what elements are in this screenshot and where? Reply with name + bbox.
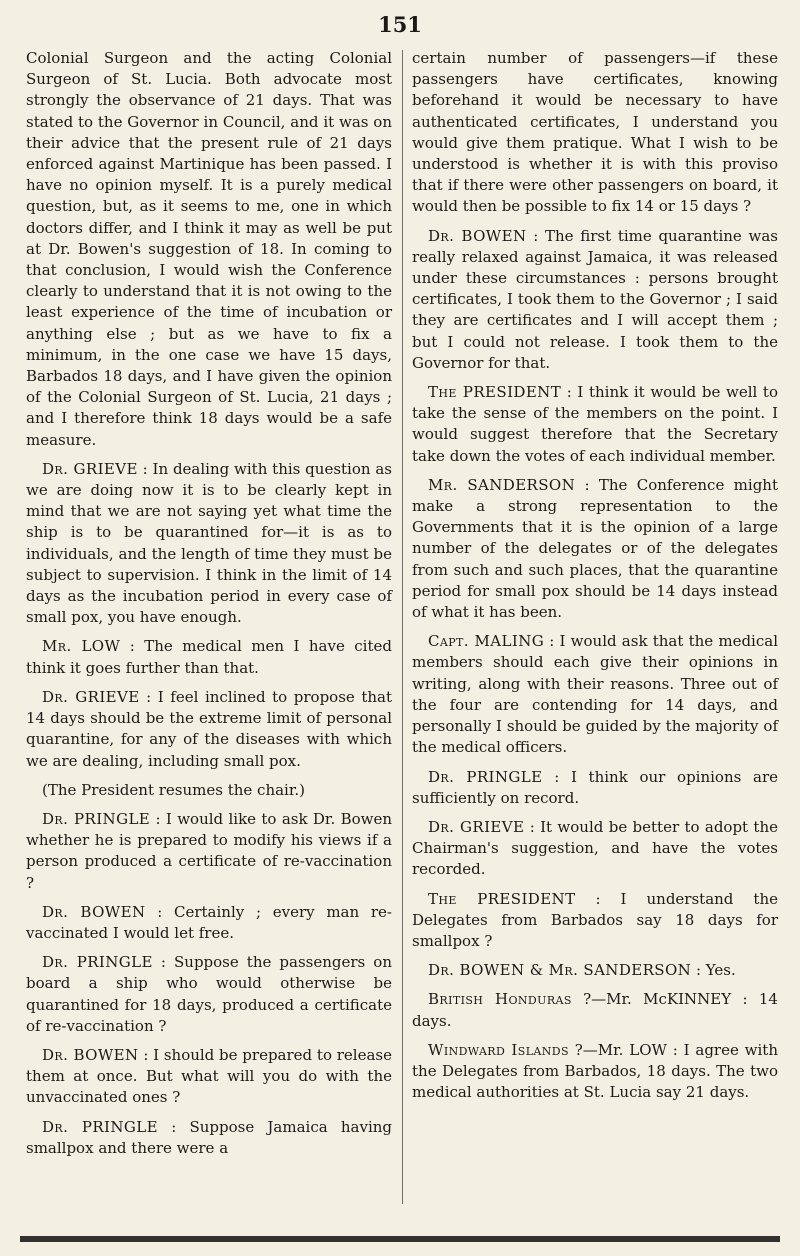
speaker: Windward Islands	[428, 1040, 569, 1059]
speaker: Dr. PRINGLE	[42, 809, 151, 828]
speaker: Dr. GRIEVE	[428, 817, 525, 836]
speaker: Dr. BOWEN	[42, 902, 146, 921]
speech: : Yes.	[691, 961, 736, 980]
stage-direction: (The President resumes the chair.)	[42, 780, 305, 799]
paragraph	[26, 1117, 392, 1159]
paragraph	[26, 809, 392, 894]
speech: : I think it would be well to take the sense of the members on the point. I would suggest therefore that the Secretary take down the votes of each individual member.	[412, 383, 778, 465]
speaker: Dr. PRINGLE	[428, 767, 543, 786]
right-column	[412, 48, 778, 1224]
speech: : The medical men I have cited think it goes further than that.	[26, 637, 392, 677]
speech: : Certainly ; every man re-vaccinated I would let free.	[26, 902, 392, 942]
speech: : I understand the Delegates from Barbados say 18 days for smallpox ?	[412, 889, 778, 950]
paragraph	[412, 382, 778, 467]
speech: ?—Mr. McKINNEY : 14 days.	[412, 990, 778, 1030]
speech: ?—Mr. LOW : I agree with the Delegates from Barbados, 18 days. The two medical authorities at St. Lucia say 21 days.	[412, 1040, 778, 1102]
speaker: Dr. PRINGLE	[42, 953, 153, 972]
text-columns	[26, 48, 778, 1224]
speaker: Dr. GRIEVE	[42, 459, 138, 478]
speaker: Mr. LOW	[42, 637, 121, 656]
paragraph	[26, 459, 392, 629]
paragraph	[412, 1040, 778, 1104]
paragraph	[26, 902, 392, 944]
speech: : In dealing with this question as we are doing now it is to be clearly kept in mind that we are not saying yet what time the ship is to be quarantined for—it is as to individuals, and the length of time they must be subject to supervision. I think in the limit of 14 days as the incubation period in every case of small pox, you have enough.	[26, 459, 392, 627]
paragraph	[412, 767, 778, 809]
speech: : The Conference might make a strong representation to the Governments that it is the opinion of a large number of the delegates or of the delegates from such and such places, that the quarantine period for small pox should be 14 days instead of what it has been.	[412, 475, 778, 622]
speech: : I feel inclined to propose that 14 days should be the extreme limit of personal quarantine, for any of the diseases with which we are dealing, including small pox.	[26, 687, 393, 770]
paragraph	[26, 636, 392, 678]
paragraph	[412, 226, 778, 374]
speech: : I would like to ask Dr. Bowen whether he is prepared to modify his views if a person produced a certificate of re-vaccination ?	[26, 809, 393, 892]
speaker: British Honduras	[428, 990, 572, 1009]
speaker: Dr. BOWEN	[428, 226, 527, 245]
speaker: The PRESIDENT	[428, 889, 576, 908]
column-divider	[402, 50, 403, 1204]
speech: : I should be prepared to release them at once. But what will you do with the unvaccinated ones ?	[26, 1045, 392, 1107]
paragraph	[412, 989, 778, 1031]
page-number: 151	[378, 12, 422, 37]
speaker: Dr. GRIEVE	[42, 687, 140, 706]
paragraph	[412, 817, 778, 881]
speech: : It would be better to adopt the Chairman's suggestion, and have the votes recorded.	[412, 817, 778, 879]
paragraph	[26, 1045, 392, 1109]
paragraph	[412, 889, 778, 953]
speech: : I would ask that the medical members should each give their opinions in writing, along with their reasons. Three out of the four are contending for 14 days, and personally I should be guided by the majority of the medical officers.	[412, 632, 778, 757]
paragraph	[26, 687, 392, 772]
paragraph	[26, 952, 392, 1037]
paragraph	[412, 475, 778, 623]
speech: : Suppose Jamaica having smallpox and there were a	[26, 1117, 393, 1157]
left-column	[26, 48, 392, 1224]
speech: : The first time quarantine was really relaxed against Jamaica, it was released under these circumstances : persons brought certificates, I took them to the Governor ; I said they are certificates and I will accept them ; but I could not release. I took them to the Governor for that.	[412, 226, 778, 372]
speaker: Dr. BOWEN	[42, 1045, 139, 1064]
paragraph	[412, 960, 778, 981]
paragraph	[412, 631, 778, 758]
speaker: Dr. PRINGLE	[42, 1117, 159, 1136]
paragraph: Colonial Surgeon and the acting Colonial Surgeon of St. Lucia. Both advocate most strongly the observance of 21 days. That was stated to the Governor in Council, and it was on their advice that the present rule of 21 days enforced against Martinique has been passed. I have no opinion myself. It is a purely medical question, but, as it seems to me, one in which doctors differ, and I think it may as well be put at Dr. Bowen's suggestion of 18. In coming to that conclusion, I would wish the Conference clearly to understand that it is not owing to the least experience of the time of incubation or anything else ; but as we have to fix a minimum, in the one case we have 15 days, Barbados 18 days, and I have given the opinion of the Colonial Surgeon of St. Lucia, 21 days ; and I therefore think 18 days would be a safe measure.	[26, 49, 392, 449]
paragraph: certain number of passengers—if these passengers have certificates, knowing beforehand it would be necessary to have authenticated certificates, I understand you would give them pratique. What I wish to be understood is whether it is with this proviso that if there were other passengers on board, it would then be possible to fix 14 or 15 days ?	[412, 49, 778, 216]
speaker: Dr. BOWEN & Mr. SANDERSON	[428, 961, 692, 980]
speech: : I think our opinions are sufficiently on record.	[412, 767, 778, 807]
speaker: Mr. SANDERSON	[428, 475, 576, 494]
speaker: Capt. MALING	[428, 632, 545, 651]
bottom-rule	[20, 1236, 780, 1242]
speaker: The PRESIDENT	[428, 383, 562, 402]
speech: : Suppose the passengers on board a ship who would otherwise be quarantined for 18 days, produced a certificate of re-vaccination ?	[26, 953, 392, 1035]
